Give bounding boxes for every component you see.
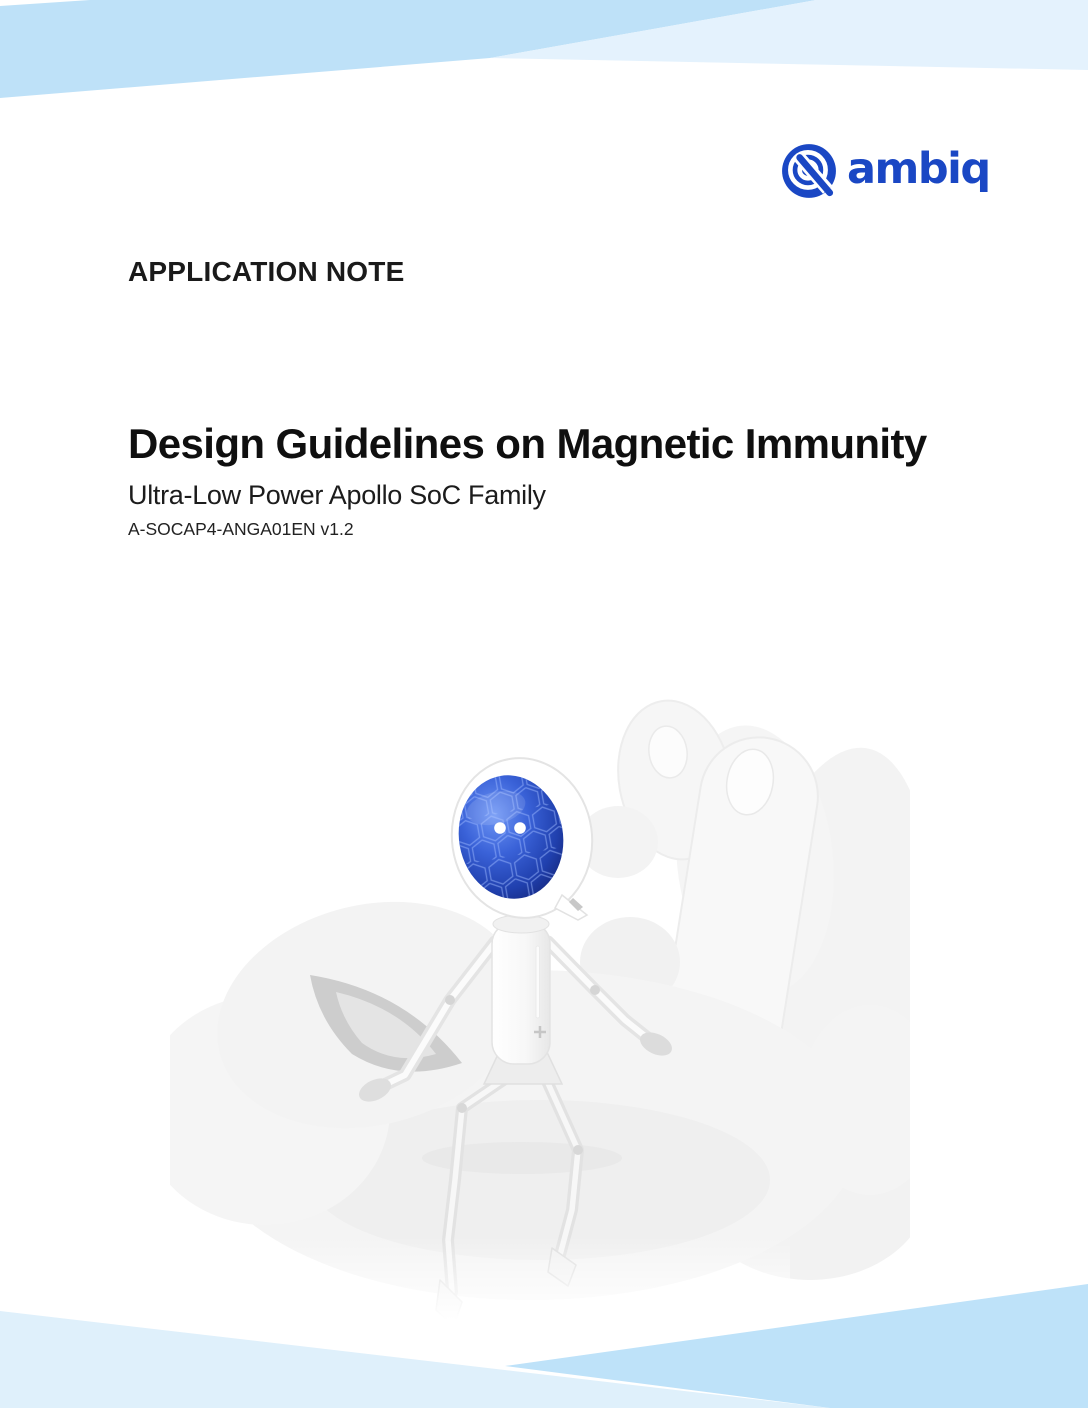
document-type-label: APPLICATION NOTE (128, 256, 405, 287)
ambiq-spiral-q-icon (780, 142, 838, 200)
robot-in-hand-illustration (170, 680, 910, 1320)
ambiq-wordmark: ambiq (847, 143, 990, 194)
robot-right-eye (514, 822, 526, 834)
document-number: A-SOCAP4-ANGA01EN v1.2 (128, 519, 354, 539)
document-title: Design Guidelines on Magnetic Immunity (128, 420, 927, 467)
document-subtitle: Ultra-Low Power Apollo SoC Family (128, 480, 546, 510)
robot-head (442, 749, 603, 927)
top-decorative-band (0, 0, 1088, 110)
illustration-bottom-fade (170, 1236, 790, 1320)
robot-torso-slot (536, 946, 540, 1018)
ambiq-logo (780, 142, 990, 200)
robot-left-eye (494, 822, 506, 834)
robot-torso (484, 908, 562, 1084)
